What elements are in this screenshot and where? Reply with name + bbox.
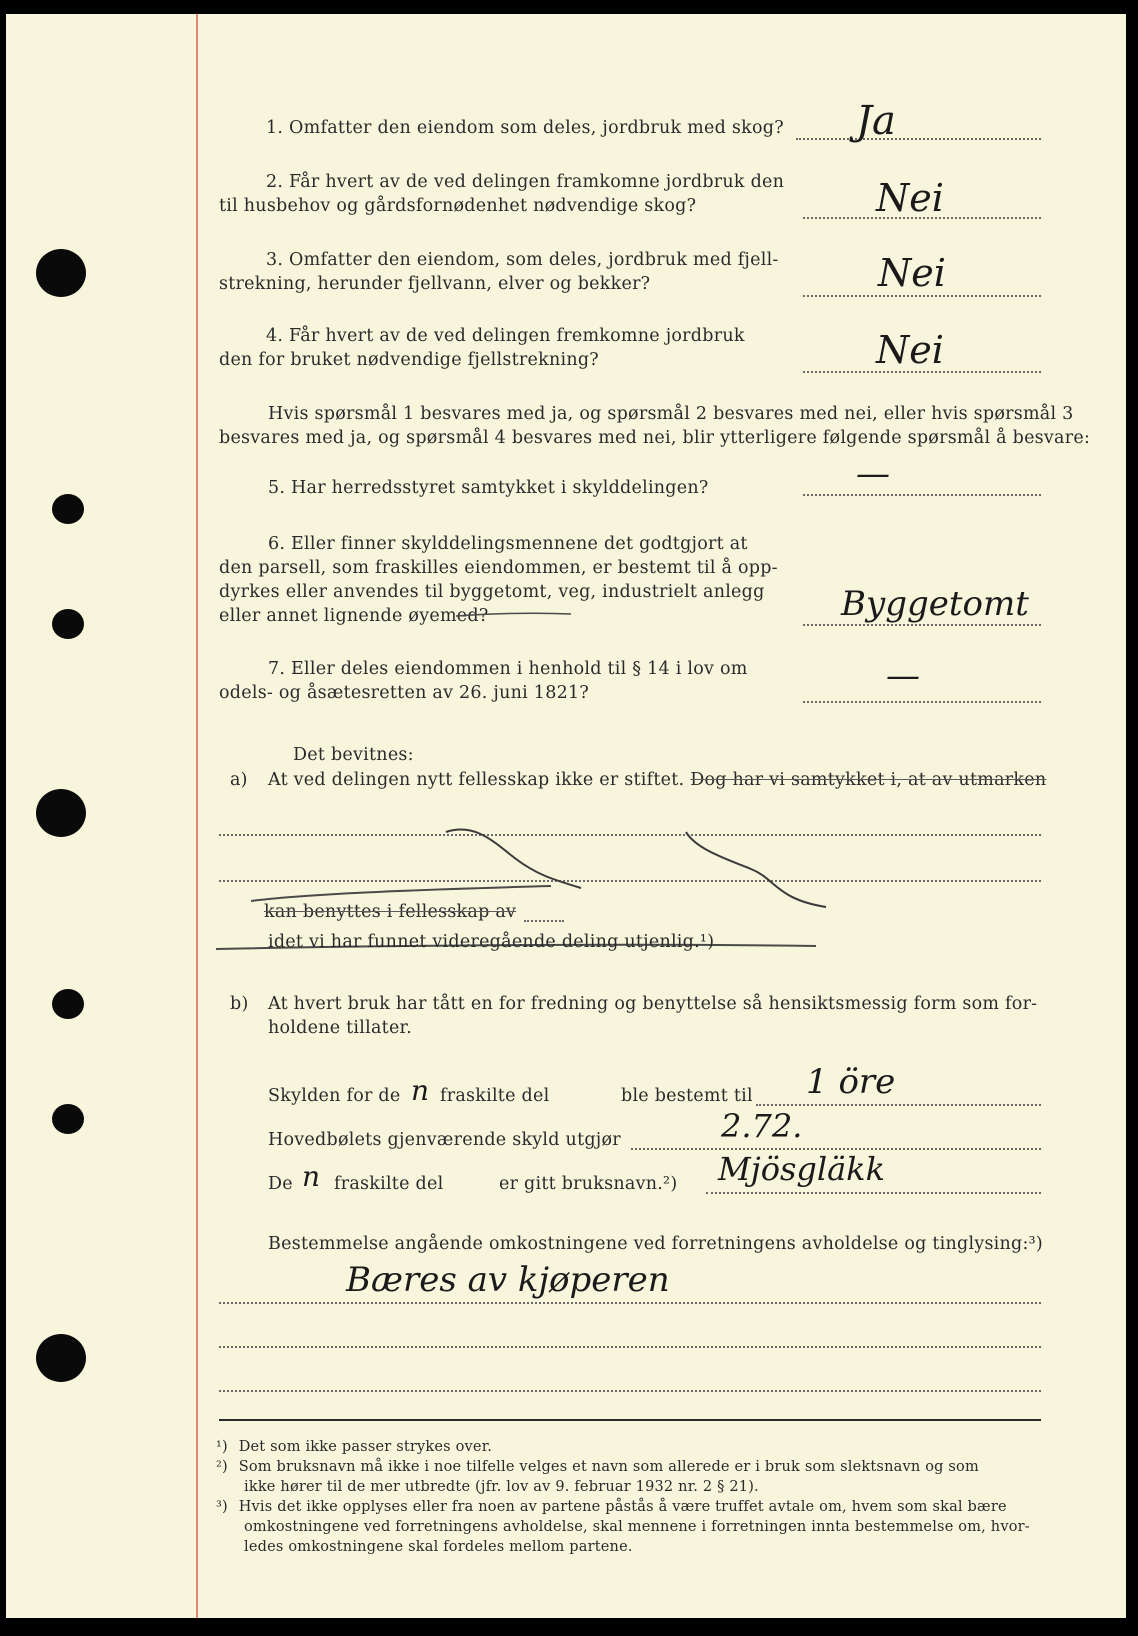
question-number: 4. (266, 326, 284, 346)
answer-handwritten: Nei (876, 176, 944, 220)
strike-scribble (6, 14, 1126, 1618)
attest-a-reason: idet vi har funnet videregående deling utjenlig.¹) (268, 932, 715, 952)
answer-handwritten: — (856, 454, 890, 494)
skyld-line1-c: ble bestemt til (621, 1086, 753, 1106)
question-text: Eller finner skylddelingsmennene det godtgjort at (291, 534, 748, 554)
answer-handwritten: Nei (876, 328, 944, 372)
skyld-line3-c: er gitt bruksnavn.²) (499, 1174, 678, 1194)
conditional-text-line2: besvares med ja, og spørsmål 4 besvares med nei, blir ytterligere følgende spørsmål å besvare: (219, 428, 1091, 448)
footnote-3-cont: omkostningene ved forretningens avholdelse, skal mennene i forretningen innta bestemmelse om, hvor- (244, 1519, 1030, 1535)
answer-handwritten: Nei (878, 251, 946, 295)
attest-a-text-main: At ved delingen nytt fellesskap ikke er stiftet. (268, 770, 685, 790)
question-number: 1. (266, 118, 284, 138)
question-text: Har herredsstyret samtykket i skylddelingen? (291, 478, 709, 498)
question-text: Får hvert av de ved delingen framkomne jordbruk den (289, 172, 785, 192)
answer-handwritten: Byggetomt (841, 584, 1029, 624)
conditional-text-line1: Hvis spørsmål 1 besvares med ja, og spørsmål 2 besvares med nei, eller hvis spørsmål 3 (268, 404, 1074, 424)
skyld-line1-fill: n (411, 1074, 430, 1107)
footnote-text: Det som ikke passer strykes over. (238, 1439, 493, 1455)
question-7-line2: odels- og åsætesretten av 26. juni 1821? (219, 683, 589, 703)
skyld-line3-fill: n (302, 1160, 321, 1193)
fill-line (219, 1346, 1041, 1348)
question-text: Omfatter den eiendom som deles, jordbruk med skog? (289, 118, 784, 138)
footnote-3 (216, 1499, 1007, 1515)
skyld-line2: Hovedbølets gjenværende skyld utgjør (268, 1130, 621, 1150)
question-number: 5. (268, 478, 286, 498)
question-text: Eller deles eiendommen i henhold til § 14 i lov om (291, 659, 748, 679)
skyld-line3-a: De (268, 1174, 293, 1194)
attest-a-continuation: kan benyttes i fellesskap av (264, 902, 517, 922)
attest-b-label: b) (230, 994, 249, 1014)
question-text: Omfatter den eiendom, som deles, jordbruk med fjell- (289, 250, 779, 270)
skyld-line1-a: Skylden for de (268, 1086, 401, 1106)
attest-a-label: a) (230, 770, 248, 790)
question-3-line2: strekning, herunder fjellvann, elver og bekker? (219, 274, 651, 294)
footnote-mark: ²) (216, 1459, 228, 1475)
question-number: 2. (266, 172, 284, 192)
answer-handwritten: Ja (856, 98, 896, 144)
answer-handwritten: — (886, 656, 920, 696)
question-number: 3. (266, 250, 284, 270)
question-2-line2: til husbehov og gårdsfornødenhet nødvendige skog? (219, 196, 697, 216)
attest-b-line1: At hvert bruk har tått en for fredning og benyttelse så hensiktsmessig form som for- (268, 994, 1038, 1014)
question-number: 6. (268, 534, 286, 554)
question-4-line2: den for bruket nødvendige fjellstrekning? (219, 350, 599, 370)
bruksnavn-answer: Mjösgläkk (718, 1150, 885, 1188)
skyld-line1-b: fraskilte del (440, 1086, 550, 1106)
answer-line (756, 1104, 1041, 1106)
question-number: 7. (268, 659, 286, 679)
footnote-1 (216, 1439, 492, 1455)
fill-line (219, 1390, 1041, 1392)
footnote-mark: ³) (216, 1499, 228, 1515)
question-6-line3: dyrkes eller anvendes til byggetomt, veg, industrielt anlegg (219, 582, 765, 602)
fill-line (219, 1302, 1041, 1304)
footnote-text: Hvis det ikke opplyses eller fra noen av partene påstås å være truffet avtale om, hvem som skal bære (238, 1499, 1007, 1515)
hovedbol-answer: 2.72. (721, 1107, 803, 1145)
attest-b-line2: holdene tillater. (268, 1018, 413, 1038)
question-6-line4: eller annet lignende øyemed? (219, 606, 489, 626)
answer-line (706, 1192, 1041, 1194)
footnote-text: Som bruksnavn må ikke i noe tilfelle velges et navn som allerede er i bruk som slektsnavn og som (238, 1459, 979, 1475)
skyld-line3-b: fraskilte del (334, 1174, 444, 1194)
footnote-mark: ¹) (216, 1439, 228, 1455)
footnote-divider (219, 1419, 1041, 1421)
omkostning-answer: Bæres av kjøperen (346, 1260, 670, 1300)
question-6-line2: den parsell, som fraskilles eiendommen, er bestemt til å opp- (219, 558, 778, 578)
fill-line (524, 920, 564, 922)
attest-a-text-struck: Dog har vi samtykket i, at av utmarken (690, 770, 1047, 790)
question-text: Får hvert av de ved delingen fremkomne jordbruk (289, 326, 745, 346)
skyld-line4: Bestemmelse angående omkostningene ved forretningens avholdelse og tinglysing:³) (268, 1234, 1043, 1254)
footnote-2-cont: ikke hører til de mer utbredte (jfr. lov av 9. februar 1932 nr. 2 § 21). (244, 1479, 759, 1495)
footnote-3-cont: ledes omkostningene skal fordeles mellom partene. (244, 1539, 633, 1555)
attest-heading: Det bevitnes: (293, 745, 414, 765)
document-page (6, 14, 1126, 1618)
skyld-answer: 1 öre (806, 1062, 896, 1102)
footnote-2 (216, 1459, 979, 1475)
